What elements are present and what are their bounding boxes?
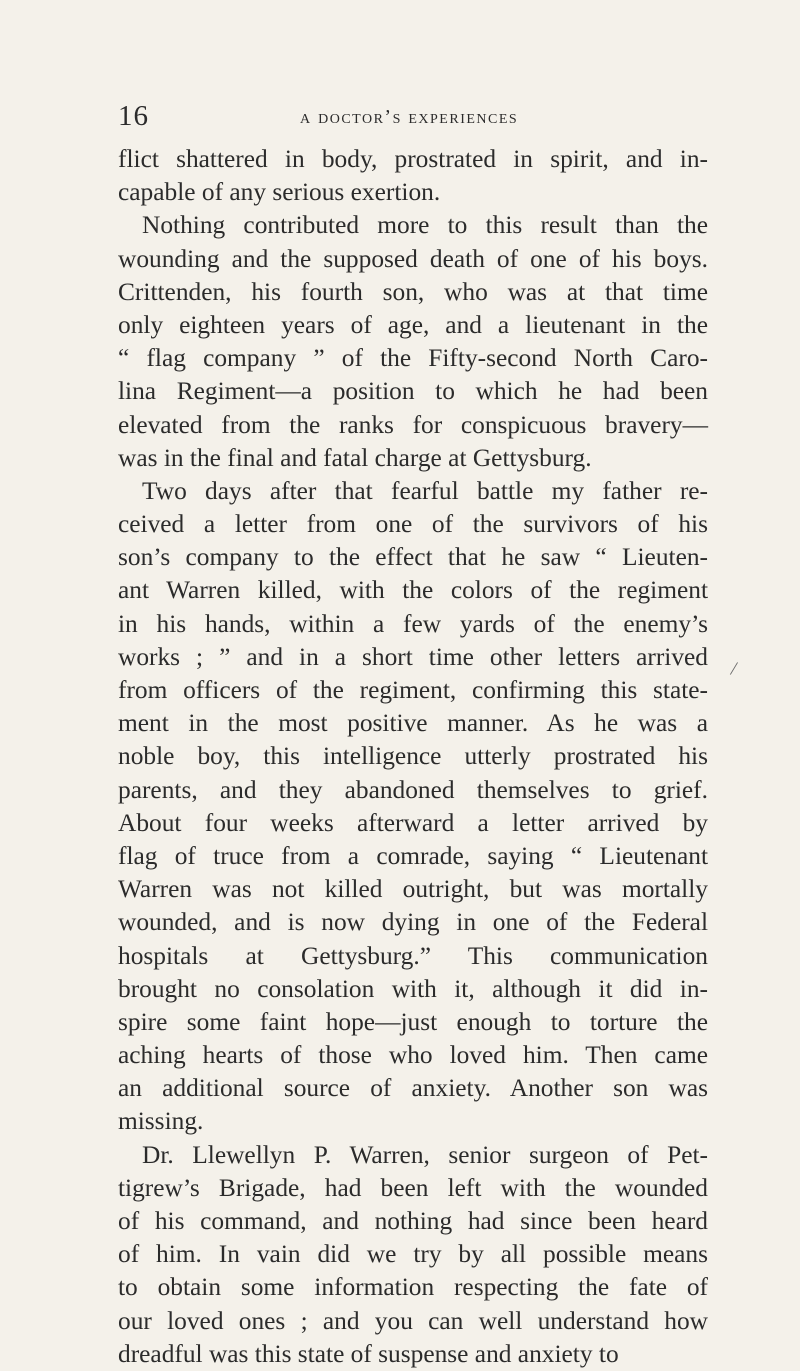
text-line: of his command, and nothing had since been heard bbox=[118, 1207, 708, 1235]
paragraph-start-line: Two days after that fearful battle my father re- bbox=[142, 476, 708, 505]
text-line: ant Warren killed, with the colors of the regiment bbox=[118, 576, 708, 605]
text-line: capable of any serious exertion. bbox=[118, 178, 441, 207]
text-line: lina Regiment—a position to which he had been bbox=[118, 377, 708, 406]
text-line: brought no consolation with it, although it did in- bbox=[118, 974, 708, 1003]
margin-pencil-mark: / bbox=[728, 657, 739, 681]
text-line: noble boy, this intelligence utterly prostrated his bbox=[118, 742, 708, 771]
text-line: works ; ” and in a short time other letters arrived bbox=[118, 642, 708, 671]
running-title: a doctor’s experiences bbox=[300, 106, 519, 128]
text-line: to obtain some information respecting the fate of bbox=[118, 1273, 708, 1302]
page-number: 16 bbox=[118, 100, 149, 132]
text-line: son’s company to the effect that he saw “ Lieuten- bbox=[118, 543, 708, 572]
text-line: flag of truce from a comrade, saying “ Lieutenant bbox=[118, 841, 708, 870]
text-line: dreadful was this state of suspense and anxiety to bbox=[118, 1339, 619, 1368]
text-line: tigrew’s Brigade, had been left with the wounded bbox=[118, 1173, 708, 1202]
text-line: Crittenden, his fourth son, who was at that time bbox=[118, 277, 708, 306]
text-line: missing. bbox=[118, 1107, 204, 1136]
body-text bbox=[118, 143, 708, 1371]
text-line: “ flag company ” of the Fifty-second North Caro- bbox=[118, 344, 708, 373]
text-line: ceived a letter from one of the survivors of his bbox=[118, 510, 708, 539]
text-line: wounding and the supposed death of one of his boys. bbox=[118, 244, 708, 273]
text-line: Warren was not killed outright, but was mortally bbox=[118, 875, 708, 904]
paragraph-start-line: Nothing contributed more to this result than the bbox=[142, 211, 708, 240]
text-line: ment in the most positive manner. As he was a bbox=[118, 709, 708, 738]
text-line: was in the final and fatal charge at Gettysburg. bbox=[118, 443, 592, 472]
text-line: flict shattered in body, prostrated in spirit, and in- bbox=[118, 145, 708, 173]
text-line: an additional source of anxiety. Another son was bbox=[118, 1074, 708, 1103]
running-head bbox=[118, 100, 698, 136]
text-line: our loved ones ; and you can well understand how bbox=[118, 1306, 708, 1335]
text-line: in his hands, within a few yards of the enemy’s bbox=[118, 609, 708, 638]
text-line: hospitals at Gettysburg.” This communication bbox=[118, 941, 708, 970]
text-line: spire some faint hope—just enough to torture the bbox=[118, 1007, 708, 1036]
text-line: of him. In vain did we try by all possible means bbox=[118, 1240, 708, 1269]
text-line: aching hearts of those who loved him. Then came bbox=[118, 1041, 708, 1070]
text-line: only eighteen years of age, and a lieutenant in the bbox=[118, 310, 708, 339]
text-line: About four weeks afterward a letter arrived by bbox=[118, 808, 708, 837]
text-line: elevated from the ranks for conspicuous bravery— bbox=[118, 410, 708, 439]
paragraph-start-line: Dr. Llewellyn P. Warren, senior surgeon of Pet- bbox=[142, 1140, 708, 1169]
text-line: from officers of the regiment, confirming this state- bbox=[118, 676, 708, 704]
text-line: parents, and they abandoned themselves to grief. bbox=[118, 775, 708, 804]
text-line: wounded, and is now dying in one of the Federal bbox=[118, 908, 708, 937]
